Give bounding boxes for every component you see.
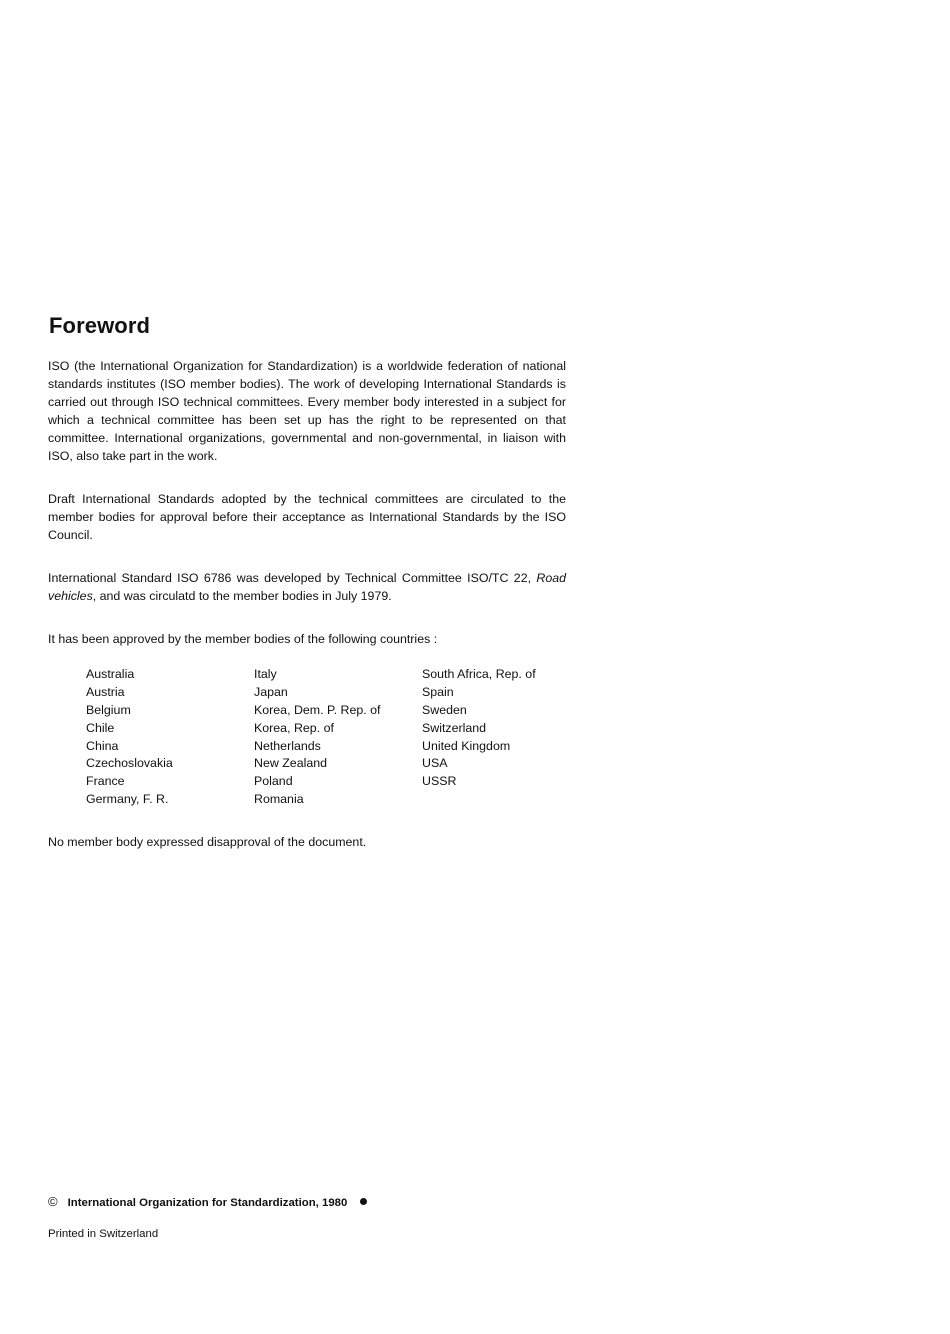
country-column-2 — [254, 666, 381, 809]
paragraph-draft-standards: Draft International Standards adopted by the technical committees are circulated to the member bodies for approval before their acceptance as International Standards by the ISO Council. — [48, 492, 566, 542]
paragraph-standard-origin — [48, 569, 566, 605]
country-item: Japan — [254, 684, 288, 699]
country-item: Austria — [86, 684, 125, 699]
printed-location: Printed in Switzerland — [48, 1228, 159, 1240]
copyright-text: International Organization for Standardization, 1980 — [67, 1197, 348, 1209]
paragraph-iso-description: ISO (the International Organization for Standardization) is a worldwide federation of national standards institutes (ISO member bodies). The work of developing International Standards is carried out through ISO technical committees. Every member body interested in a subject for which a technical committee has been set up has the right to be represented on that committee. International organizations, governmental and non-governmental, in liaison with ISO, also take part in the work. — [48, 359, 566, 463]
country-item: Korea, Rep. of — [254, 720, 334, 735]
country-item: Switzerland — [422, 720, 487, 735]
country-item: USA — [422, 756, 448, 771]
country-item: Germany, F. R. — [86, 792, 169, 807]
country-item: France — [86, 774, 125, 789]
country-item: Chile — [86, 720, 115, 735]
country-item: Sweden — [422, 702, 467, 717]
country-item: New Zealand — [254, 756, 328, 771]
committee-title: Road vehicles — [48, 571, 566, 603]
country-item: Korea, Dem. P. Rep. of — [254, 702, 381, 717]
standard-origin-text: International Standard ISO 6786 was developed by Technical Committee ISO/TC 22, — [48, 571, 537, 585]
standard-origin-text-end: , and was circulatd to the member bodies in July 1979. — [92, 589, 392, 603]
paragraph-approval: It has been approved by the member bodies of the following countries : — [48, 632, 438, 646]
country-item: United Kingdom — [422, 738, 511, 753]
country-item: Poland — [254, 774, 293, 789]
page-title: Foreword — [49, 313, 151, 338]
country-item: South Africa, Rep. of — [422, 667, 536, 681]
country-item: USSR — [422, 774, 457, 789]
country-item: China — [86, 738, 119, 753]
bullet-dot-icon — [360, 1198, 367, 1205]
country-item: Netherlands — [254, 738, 321, 753]
copyright-icon: © — [48, 1194, 58, 1209]
country-item: Spain — [422, 684, 454, 699]
country-column-1 — [86, 666, 173, 809]
country-item: Australia — [86, 667, 135, 681]
country-column-3 — [422, 666, 536, 791]
paragraph-no-disapproval: No member body expressed disapproval of the document. — [48, 835, 367, 849]
country-item: Belgium — [86, 702, 131, 717]
country-item: Romania — [254, 792, 304, 807]
country-item: Czechoslovakia — [86, 756, 173, 771]
copyright-notice — [48, 1194, 367, 1209]
country-item: Italy — [254, 667, 277, 681]
